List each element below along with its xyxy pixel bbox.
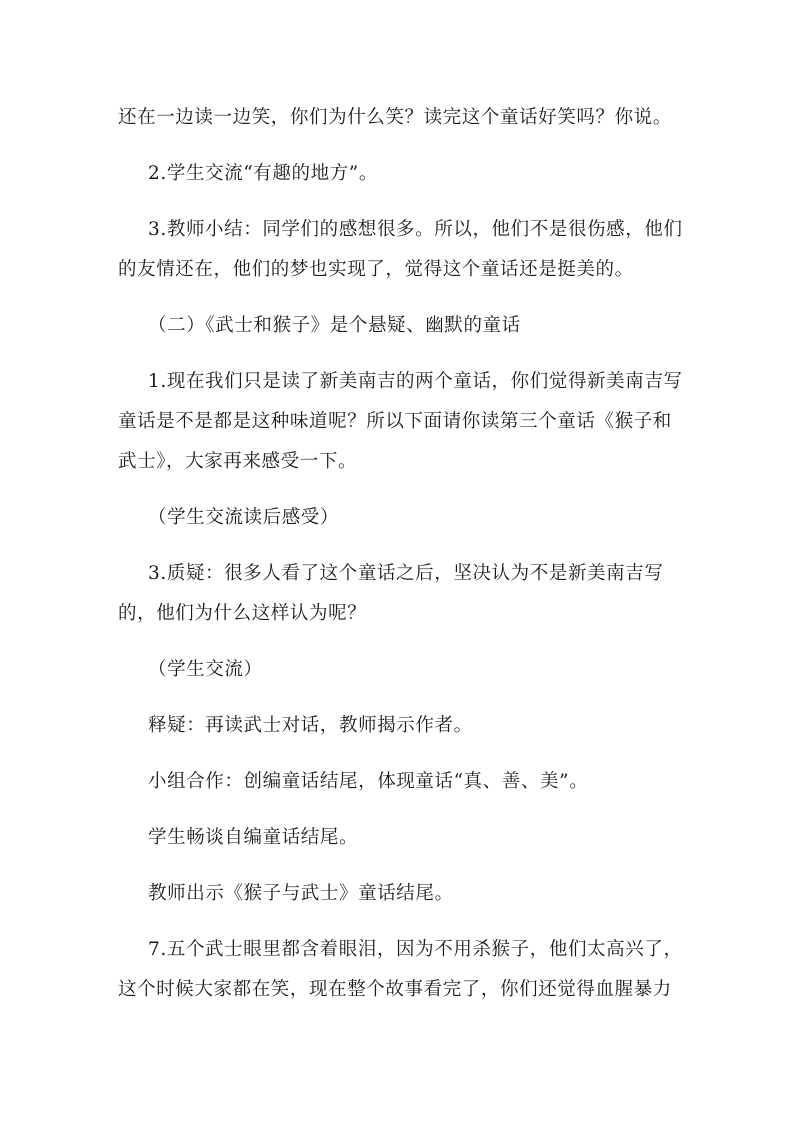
paragraph-line: 这个时候大家都在笑，现在整个故事看完了，你们还觉得血腥暴力 [118, 979, 672, 1000]
paragraph-line: 2.学生交流“有趣的地方”。 [148, 163, 378, 184]
paragraph-line: 武士》，大家再来感受一下。 [118, 451, 358, 472]
paragraph-line: （学生交流读后感受） [148, 507, 340, 528]
paragraph-line: 3.教师小结：同学们的感想很多。所以，他们不是很伤感，他们 [148, 219, 683, 240]
section-heading: （二）《武士和猴子》是个悬疑、幽默的童话 [148, 315, 521, 336]
paragraph-line: 1.现在我们只是读了新美南吉的两个童话，你们觉得新美南吉写 [148, 371, 683, 392]
paragraph-line: 7.五个武士眼里都含着眼泪，因为不用杀猴子，他们太高兴了， [148, 939, 683, 960]
paragraph-line: 童话是不是都是这种味道呢？所以下面请你读第三个童话《猴子和 [118, 411, 672, 432]
paragraph-line: （学生交流） [148, 659, 263, 680]
paragraph-line: 教师出示《猴子与武士》童话结尾。 [148, 883, 454, 904]
paragraph-line: 还在一边读一边笑，你们为什么笑？读完这个童话好笑吗？你说。 [118, 107, 672, 128]
paragraph-line: 小组合作：创编童话结尾，体现童话“真、善、美”。 [148, 771, 589, 792]
paragraph-line: 的友情还在，他们的梦也实现了，觉得这个童话还是挺美的。 [118, 259, 634, 280]
paragraph-line: 3.质疑：很多人看了这个童话之后，坚决认为不是新美南吉写 [148, 563, 664, 584]
paragraph-line: 学生畅谈自编童话结尾。 [148, 827, 359, 848]
paragraph-line: 释疑：再读武士对话，教师揭示作者。 [148, 715, 473, 736]
paragraph-line: 的，他们为什么这样认为呢？ [118, 603, 367, 624]
